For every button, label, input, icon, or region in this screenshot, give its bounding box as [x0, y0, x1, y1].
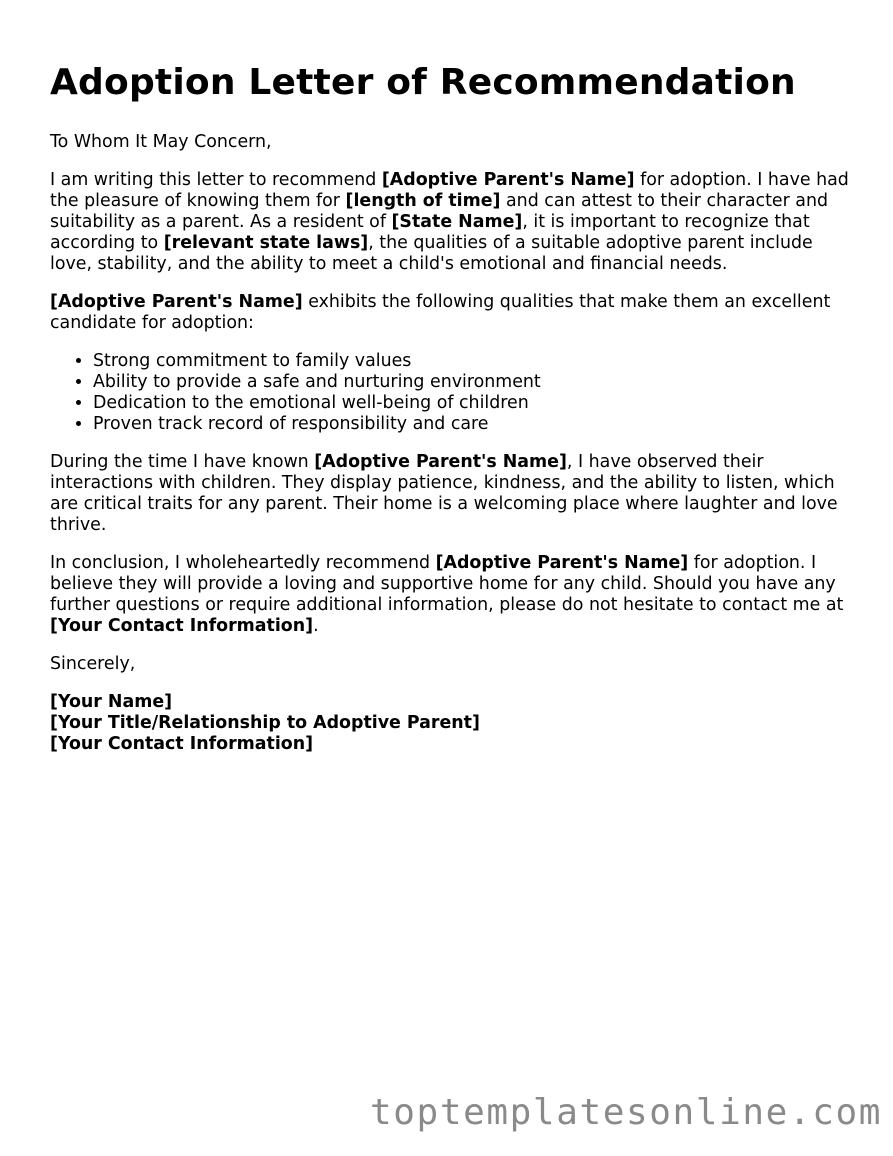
paragraph-text: . [313, 616, 319, 636]
list-item: • Strong commitment to family values [93, 351, 850, 372]
paragraph-text: for adoption. I have had the pleasure of knowing them for [50, 170, 849, 211]
closing: Sincerely, [50, 654, 136, 674]
paragraph-text: , the qualities of a suitable adoptive parent include love, stability, and the ability to meet a child's emotional and financial needs. [50, 233, 813, 274]
list-item: • Dedication to the emotional well-being of children [93, 393, 850, 414]
qualities-intro-paragraph [50, 292, 850, 334]
placeholder-length-of-time: [length of time] [345, 191, 501, 211]
letter-page [50, 60, 850, 755]
list-item: • Ability to provide a safe and nurturing environment [93, 372, 850, 393]
placeholder-state-name: [State Name] [391, 212, 523, 232]
signature-block [50, 692, 850, 755]
signature-name: [Your Name] [50, 692, 173, 712]
paragraph-text: In conclusion, I wholeheartedly recommend [50, 553, 436, 573]
paragraph-text: and can attest to their character and suitability as a parent. As a resident of [50, 191, 829, 232]
paragraph-text: , I have observed their interactions with children. They display patience, kindness, and the ability to listen, which are critical traits for any parent. Their home is a welcoming place where laughter and love thrive. [50, 452, 838, 535]
salutation: To Whom It May Concern, [50, 132, 272, 152]
placeholder-contact-info: [Your Contact Information] [50, 616, 314, 636]
page-title: Adoption Letter of Recommendation [50, 62, 796, 103]
placeholder-state-laws: [relevant state laws] [163, 233, 369, 253]
list-item: • Proven track record of responsibility and care [93, 414, 850, 435]
paragraph-text: exhibits the following qualities that make them an excellent candidate for adoption: [50, 292, 831, 333]
placeholder-parent-name: [Adoptive Parent's Name] [314, 452, 567, 472]
qualities-list [50, 351, 850, 435]
paragraph-text: I am writing this letter to recommend [50, 170, 382, 190]
paragraph-text: During the time I have known [50, 452, 315, 472]
signature-contact: [Your Contact Information] [50, 734, 314, 754]
watermark: toptemplatesonline.com [370, 1092, 883, 1133]
placeholder-parent-name: [Adoptive Parent's Name] [435, 553, 689, 573]
paragraph-text: , it is important to recognize that according to [50, 212, 810, 253]
placeholder-parent-name: [Adoptive Parent's Name] [381, 170, 635, 190]
signature-title: [Your Title/Relationship to Adoptive Parent] [50, 713, 480, 733]
conclusion-paragraph [50, 553, 850, 637]
paragraph-text: for adoption. I believe they will provide a loving and supportive home for any child. Should you have any further questions or require additional information, please do not hesitate to contact me at [50, 553, 844, 615]
intro-paragraph [50, 170, 850, 275]
placeholder-parent-name: [Adoptive Parent's Name] [50, 292, 303, 312]
observation-paragraph [50, 452, 850, 536]
